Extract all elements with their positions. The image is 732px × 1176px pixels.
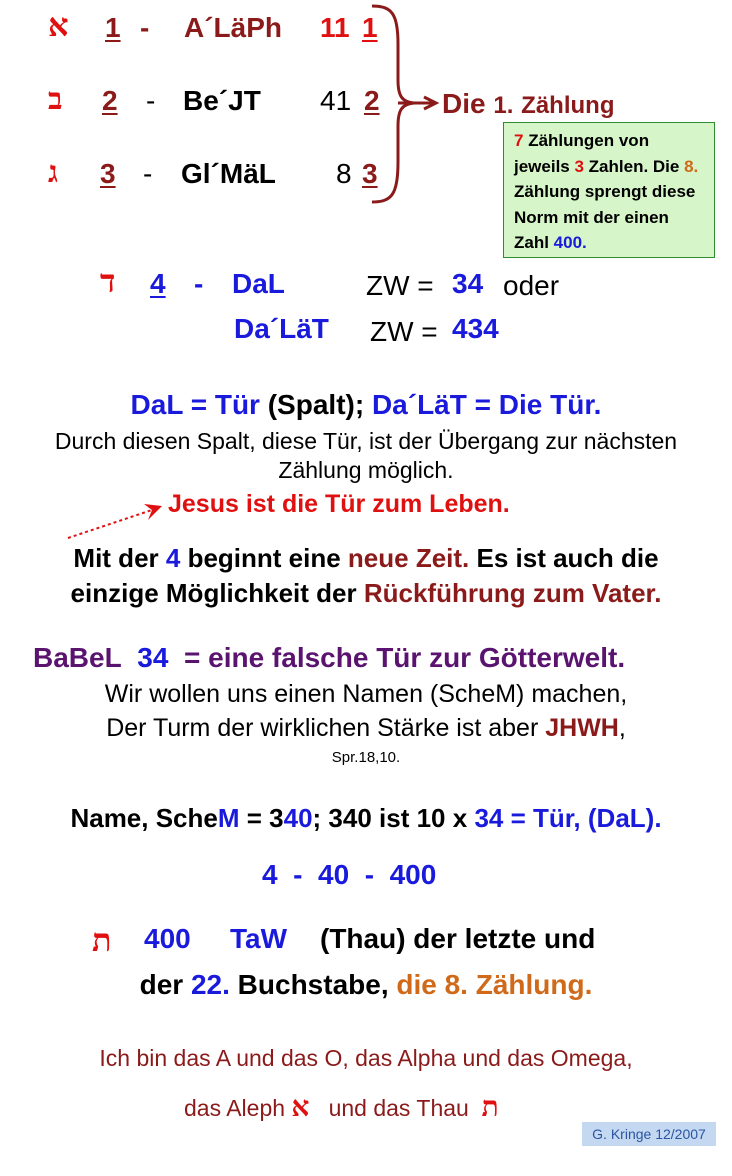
name-e: ; 340 ist 10 x — [312, 803, 475, 833]
note-400: 400. — [553, 233, 587, 252]
quote-aleph-text: das Aleph — [184, 1095, 286, 1121]
letter-number: 3 — [100, 158, 116, 189]
taw-l2a: der — [139, 969, 191, 1000]
note-text-2: Zahlen. Die — [583, 156, 685, 176]
quote-line-2 — [184, 1090, 499, 1124]
rueckfuehrung: Rückführung zum Vater. — [363, 578, 662, 608]
zeit-four: 4 — [165, 543, 181, 573]
hebrew-letter-aleph: א — [48, 6, 69, 44]
first-count-number: 1. — [493, 92, 514, 119]
dalet-full-name: Da´LäT — [234, 313, 329, 344]
dal-equals-door: DaL = Tür — [130, 389, 260, 420]
name-c: = 3 — [239, 803, 284, 833]
door-definition — [0, 389, 732, 421]
door-line-3: Zählung möglich. — [278, 457, 454, 483]
zeit-e: Es ist auch die — [469, 543, 659, 573]
scripture-ref: Spr.18,10. — [331, 749, 401, 766]
babel-word: BaBeL — [33, 642, 122, 673]
name-a: Name, Sche — [70, 803, 218, 833]
letter-value-suffix: 2 — [364, 85, 380, 116]
taw-name: TaW — [230, 923, 288, 954]
letter-number: 1 — [105, 12, 121, 43]
zeit-a: Mit der — [73, 543, 166, 573]
spalt-text: (Spalt); — [259, 389, 372, 420]
first-count-word: Zählung — [521, 92, 615, 119]
dash: - — [140, 12, 150, 43]
hebrew-letter-taw: ת — [92, 921, 112, 959]
taw-description: (Thau) der letzte und — [320, 923, 596, 954]
letter-value-prefix: 8 — [336, 158, 352, 189]
taw-line-2 — [0, 969, 732, 1001]
dotted-arrow — [60, 496, 170, 544]
note-eight: 8. — [684, 156, 699, 176]
babel-line-3 — [0, 714, 732, 743]
curly-brace — [370, 4, 440, 204]
taw-number: 400 — [144, 923, 191, 954]
babel-value: 34 — [137, 642, 169, 673]
babel-line — [33, 642, 625, 674]
dalet-dash: - — [194, 268, 204, 299]
note-text-3: Zählung sprengt diese Norm mit der einen Zahl — [514, 182, 696, 252]
author-signature: G. Kringe 12/2007 — [582, 1122, 716, 1146]
new-time-line-2 — [0, 578, 732, 609]
hebrew-letter-bet: ב — [48, 82, 63, 117]
dalet-name: DaL — [232, 268, 285, 299]
babel-line-2: Wir wollen uns einen Namen (ScheM) machen, — [104, 680, 628, 708]
letter-name: A´LäPh — [184, 12, 282, 43]
neue-zeit: neue Zeit. — [347, 543, 470, 573]
note-three: 3 — [574, 156, 584, 176]
name-line — [0, 803, 732, 834]
first-count-label — [442, 88, 614, 120]
zeit-f: einzige Möglichkeit der — [70, 578, 364, 608]
dalet-full-zw-label: ZW = — [370, 316, 438, 347]
note-seven: 7 — [514, 131, 524, 150]
aleph-icon: א — [291, 1090, 310, 1123]
taw-22: 22. — [190, 969, 230, 1000]
new-time-line-1 — [0, 543, 732, 574]
quote-line-1: Ich bin das A und das O, das Alpha und das Omega, — [99, 1045, 633, 1071]
hebrew-letter-gimel: ג — [48, 155, 58, 190]
name-f: 34 = Tür, (DaL). — [474, 803, 662, 833]
letter-value-suffix: 3 — [362, 158, 378, 189]
door-line-2: Durch diesen Spalt, diese Tür, ist der Übergang zur nächsten — [54, 428, 678, 454]
babel-comma: , — [618, 714, 626, 742]
dalet-oder: oder — [503, 270, 560, 301]
letter-name: Be´JT — [183, 85, 261, 116]
dalet-full-zw-value: 434 — [452, 313, 499, 344]
letter-value-suffix: 1 — [362, 12, 378, 43]
zeit-c: beginnt eine — [180, 543, 348, 573]
note-box — [503, 122, 715, 258]
number-series: 4 - 40 - 400 — [262, 859, 437, 890]
eighth-count: die 8. Zählung. — [396, 969, 593, 1000]
dalet-zw-value: 34 — [452, 268, 484, 299]
first-count-prefix: Die — [442, 88, 486, 119]
note-text-1: Zählungen von jeweils — [514, 131, 650, 176]
dalet-zw-label: ZW = — [366, 270, 434, 301]
letter-value-prefix: 11 — [320, 12, 350, 43]
dalet-equals-door: Da´LäT = Die Tür. — [371, 389, 602, 420]
dalet-number: 4 — [150, 268, 166, 299]
jesus-line: Jesus ist die Tür zum Leben. — [168, 490, 510, 518]
quote-thau-text: und das Thau — [328, 1095, 469, 1121]
name-40: 40 — [283, 803, 313, 833]
babel-rest: = eine falsche Tür zur Götterwelt. — [183, 642, 626, 673]
taw-l2c: Buchstabe, — [229, 969, 397, 1000]
letter-number: 2 — [102, 85, 118, 116]
dash: - — [146, 85, 156, 116]
tower-text: Der Turm der wirklichen Stärke ist aber — [106, 714, 546, 742]
letter-value-prefix: 41 — [320, 85, 352, 116]
hebrew-letter-dalet: ד — [100, 262, 116, 300]
dash: - — [143, 158, 153, 189]
name-m: M — [217, 803, 240, 833]
letter-name: Gl´MäL — [181, 158, 276, 189]
tav-icon: ת — [481, 1090, 499, 1123]
jhwh: JHWH — [545, 714, 619, 742]
